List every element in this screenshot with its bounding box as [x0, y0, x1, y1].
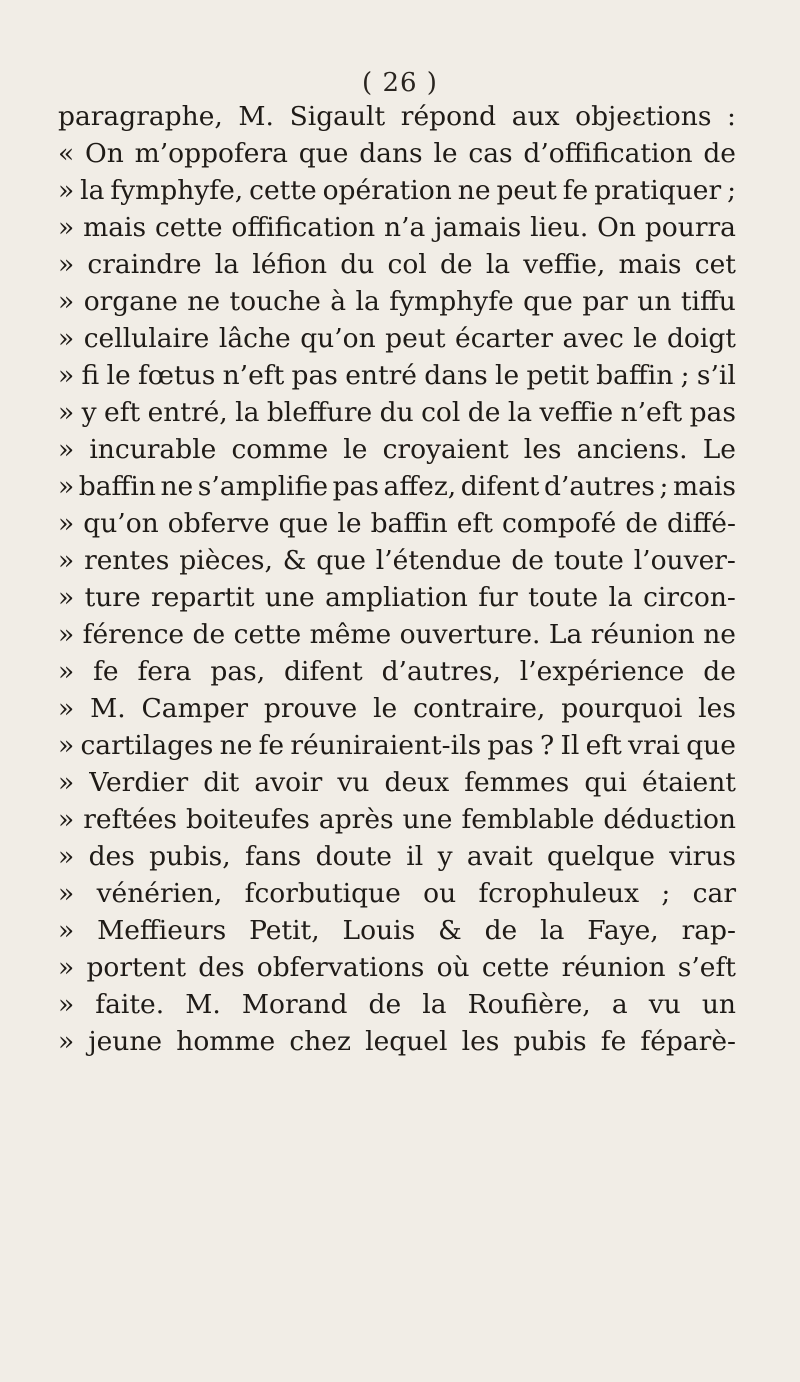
text-line: » la fymphyfe, cette opération ne peut fe pratiquer ;	[58, 175, 736, 206]
text-line: » fi le fœtus n’eft pas entré dans le petit baffin ; s’il	[58, 360, 736, 391]
page-number: ( 26 )	[362, 68, 438, 98]
text-line: « On m’oppofera que dans le cas d’offification de	[58, 138, 736, 169]
text-line: » cartilages ne fe réuniraient-ils pas ? Il eft vrai que	[58, 730, 736, 761]
body-text	[58, 98, 736, 1060]
text-line: » férence de cette même ouverture. La réunion ne	[58, 619, 736, 650]
text-line: » baffin ne s’amplifie pas affez, difent d’autres ; mais	[58, 471, 736, 502]
text-line: » Meffieurs Petit, Louis & de la Faye, rap-	[58, 915, 736, 946]
text-line: paragraphe, M. Sigault répond aux objeɛtions :	[58, 101, 736, 132]
text-line: » qu’on obferve que le baffin eft compofé de diffé-	[58, 508, 736, 539]
text-line: » ture repartit une ampliation fur toute la circon-	[58, 582, 736, 613]
text-line: » portent des obfervations où cette réunion s’eft	[58, 952, 736, 983]
text-line: » fe fera pas, difent d’autres, l’expérience de	[58, 656, 736, 687]
text-line: » y eft entré, la bleffure du col de la veffie n’eft pas	[58, 397, 736, 428]
text-line: » faite. M. Morand de la Roufière, a vu un	[58, 989, 736, 1020]
text-line: » craindre la léfion du col de la veffie, mais cet	[58, 249, 736, 280]
text-line: » mais cette offification n’a jamais lieu. On pourra	[58, 212, 736, 243]
text-line: » incurable comme le croyaient les anciens. Le	[58, 434, 736, 465]
text-line: » vénérien, fcorbutique ou fcrophuleux ; car	[58, 878, 736, 909]
text-line: » reftées boiteufes après une femblable déduɛtion	[58, 804, 736, 835]
text-line: » des pubis, fans doute il y avait quelque virus	[58, 841, 736, 872]
text-line: » cellulaire lâche qu’on peut écarter avec le doigt	[58, 323, 736, 354]
text-line: » organe ne touche à la fymphyfe que par un tiffu	[58, 286, 736, 317]
text-line: » rentes pièces, & que l’étendue de toute l’ouver-	[58, 545, 736, 576]
text-line: » M. Camper prouve le contraire, pourquoi les	[58, 693, 736, 724]
text-line: » jeune homme chez lequel les pubis fe féparè-	[58, 1026, 736, 1057]
text-line: » Verdier dit avoir vu deux femmes qui étaient	[58, 767, 736, 798]
